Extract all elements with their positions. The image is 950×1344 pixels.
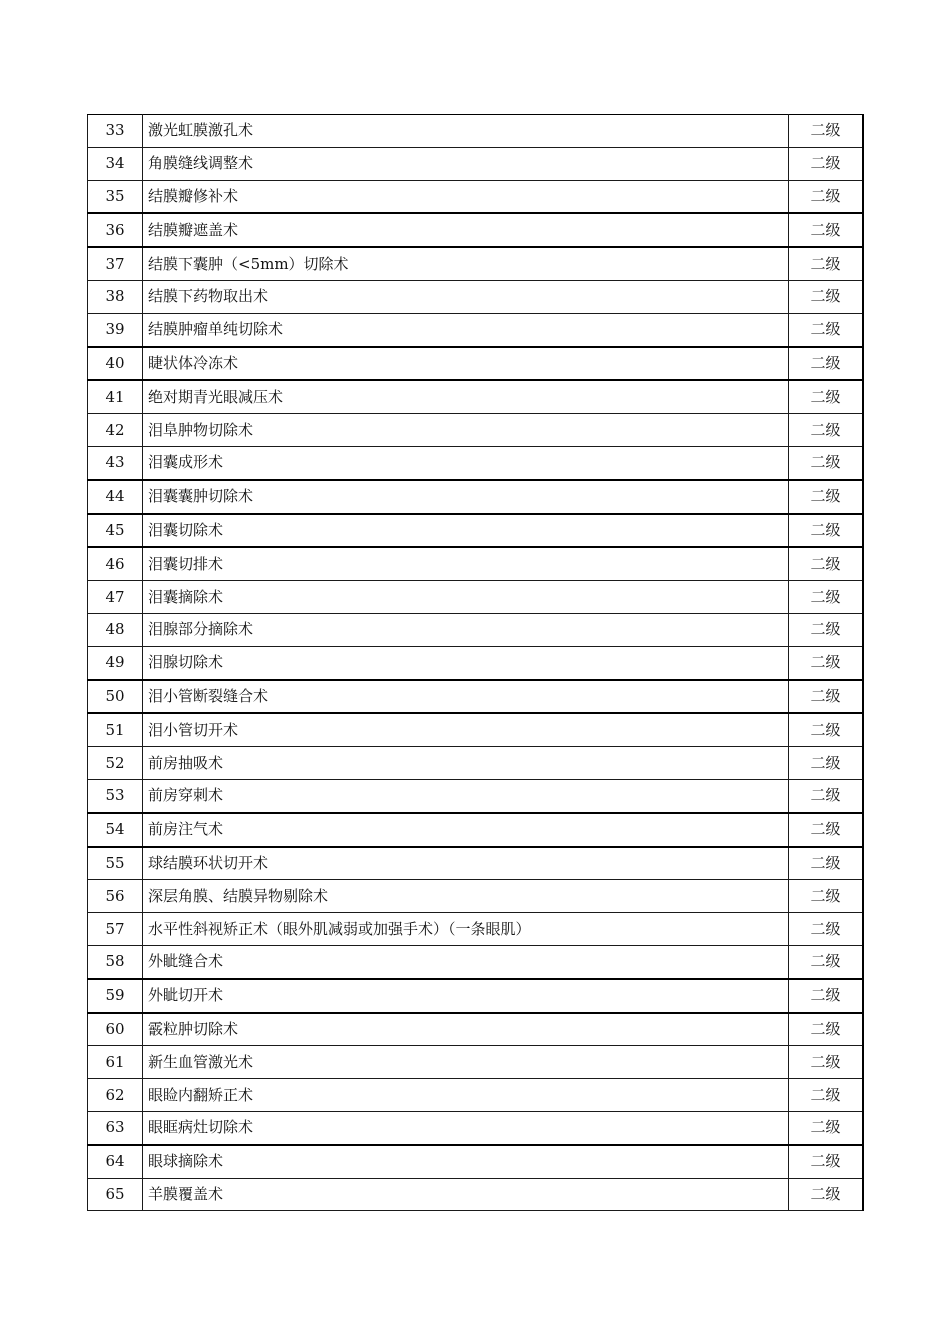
row-number: 38: [88, 280, 143, 313]
row-number: 41: [88, 380, 143, 413]
procedure-name: 水平性斜视矫正术（眼外肌减弱或加强手术）（一条眼肌）: [143, 913, 789, 946]
row-number: 62: [88, 1079, 143, 1112]
procedure-name: 外眦切开术: [143, 979, 789, 1013]
procedure-name: 球结膜环状切开术: [143, 847, 789, 880]
procedure-name: 结膜肿瘤单纯切除术: [143, 313, 789, 346]
procedure-level: 二级: [789, 313, 864, 346]
row-number: 55: [88, 847, 143, 880]
procedure-name: 泪腺切除术: [143, 646, 789, 679]
row-number: 60: [88, 1013, 143, 1046]
table-row: [88, 1079, 864, 1112]
table-row: [88, 147, 864, 180]
row-number: 44: [88, 480, 143, 514]
procedure-level: 二级: [789, 613, 864, 646]
procedure-name: 泪囊切除术: [143, 514, 789, 548]
row-number: 58: [88, 945, 143, 978]
row-number: 49: [88, 646, 143, 679]
row-number: 40: [88, 347, 143, 381]
row-number: 53: [88, 779, 143, 812]
procedure-level: 二级: [789, 115, 864, 148]
table-row: [88, 713, 864, 746]
procedure-name: 泪小管断裂缝合术: [143, 680, 789, 714]
procedure-level: 二级: [789, 480, 864, 514]
table-row: [88, 680, 864, 714]
procedure-name: 眼眶病灶切除术: [143, 1111, 789, 1144]
row-number: 34: [88, 147, 143, 180]
procedure-name: 前房抽吸术: [143, 747, 789, 780]
table-row: [88, 115, 864, 148]
table-row: [88, 347, 864, 381]
table-row: [88, 646, 864, 679]
procedure-name: 泪囊摘除术: [143, 581, 789, 614]
procedure-level: 二级: [789, 414, 864, 447]
procedure-level: 二级: [789, 847, 864, 880]
procedure-level: 二级: [789, 1145, 864, 1178]
procedure-name: 结膜下药物取出术: [143, 280, 789, 313]
procedure-name: 泪腺部分摘除术: [143, 613, 789, 646]
procedure-level: 二级: [789, 380, 864, 413]
row-number: 51: [88, 713, 143, 746]
procedure-name: 激光虹膜激孔术: [143, 115, 789, 148]
table-row: [88, 1013, 864, 1046]
procedure-level: 二级: [789, 813, 864, 847]
procedure-name: 结膜瓣修补术: [143, 180, 789, 213]
table-row: [88, 380, 864, 413]
procedure-level: 二级: [789, 713, 864, 746]
procedure-level: 二级: [789, 213, 864, 247]
procedure-table-body: [88, 115, 864, 1211]
table-row: [88, 480, 864, 514]
row-number: 64: [88, 1145, 143, 1178]
procedure-name: 前房注气术: [143, 813, 789, 847]
table-row: [88, 280, 864, 313]
procedure-level: 二级: [789, 913, 864, 946]
procedure-name: 羊膜覆盖术: [143, 1178, 789, 1211]
row-number: 37: [88, 247, 143, 280]
procedure-level: 二级: [789, 1178, 864, 1211]
row-number: 45: [88, 514, 143, 548]
procedure-level: 二级: [789, 347, 864, 381]
procedure-level: 二级: [789, 280, 864, 313]
procedure-table: [87, 114, 864, 1211]
procedure-name: 新生血管激光术: [143, 1046, 789, 1079]
procedure-name: 结膜瓣遮盖术: [143, 213, 789, 247]
table-row: [88, 779, 864, 812]
table-row: [88, 979, 864, 1013]
row-number: 48: [88, 613, 143, 646]
procedure-level: 二级: [789, 945, 864, 978]
procedure-name: 绝对期青光眼减压术: [143, 380, 789, 413]
table-row: [88, 1111, 864, 1144]
procedure-level: 二级: [789, 979, 864, 1013]
procedure-name: 泪阜肿物切除术: [143, 414, 789, 447]
row-number: 42: [88, 414, 143, 447]
row-number: 61: [88, 1046, 143, 1079]
procedure-level: 二级: [789, 147, 864, 180]
procedure-name: 外眦缝合术: [143, 945, 789, 978]
table-row: [88, 813, 864, 847]
procedure-name: 前房穿刺术: [143, 779, 789, 812]
table-row: [88, 313, 864, 346]
procedure-level: 二级: [789, 247, 864, 280]
procedure-level: 二级: [789, 1111, 864, 1144]
procedure-level: 二级: [789, 1079, 864, 1112]
table-row: [88, 514, 864, 548]
row-number: 36: [88, 213, 143, 247]
table-row: [88, 213, 864, 247]
procedure-level: 二级: [789, 646, 864, 679]
row-number: 43: [88, 446, 143, 479]
procedure-name: 眼睑内翻矫正术: [143, 1079, 789, 1112]
table-row: [88, 880, 864, 913]
row-number: 59: [88, 979, 143, 1013]
row-number: 65: [88, 1178, 143, 1211]
table-row: [88, 1145, 864, 1178]
procedure-name: 角膜缝线调整术: [143, 147, 789, 180]
row-number: 56: [88, 880, 143, 913]
row-number: 35: [88, 180, 143, 213]
procedure-level: 二级: [789, 880, 864, 913]
procedure-level: 二级: [789, 779, 864, 812]
row-number: 46: [88, 547, 143, 580]
table-row: [88, 1046, 864, 1079]
row-number: 54: [88, 813, 143, 847]
table-row: [88, 414, 864, 447]
table-row: [88, 180, 864, 213]
table-row: [88, 247, 864, 280]
procedure-level: 二级: [789, 680, 864, 714]
table-row: [88, 847, 864, 880]
row-number: 50: [88, 680, 143, 714]
procedure-name: 泪囊切排术: [143, 547, 789, 580]
procedure-level: 二级: [789, 581, 864, 614]
table-row: [88, 1178, 864, 1211]
table-row: [88, 747, 864, 780]
row-number: 47: [88, 581, 143, 614]
procedure-name: 深层角膜、结膜异物剔除术: [143, 880, 789, 913]
row-number: 39: [88, 313, 143, 346]
procedure-name: 泪囊囊肿切除术: [143, 480, 789, 514]
table-row: [88, 581, 864, 614]
row-number: 52: [88, 747, 143, 780]
table-row: [88, 446, 864, 479]
row-number: 57: [88, 913, 143, 946]
procedure-level: 二级: [789, 547, 864, 580]
table-row: [88, 945, 864, 978]
procedure-name: 睫状体冷冻术: [143, 347, 789, 381]
procedure-name: 眼球摘除术: [143, 1145, 789, 1178]
procedure-level: 二级: [789, 1046, 864, 1079]
procedure-name: 结膜下囊肿（<5mm）切除术: [143, 247, 789, 280]
procedure-name: 泪小管切开术: [143, 713, 789, 746]
row-number: 63: [88, 1111, 143, 1144]
table-row: [88, 913, 864, 946]
procedure-level: 二级: [789, 514, 864, 548]
procedure-level: 二级: [789, 180, 864, 213]
table-row: [88, 613, 864, 646]
procedure-name: 霰粒肿切除术: [143, 1013, 789, 1046]
procedure-level: 二级: [789, 1013, 864, 1046]
procedure-level: 二级: [789, 747, 864, 780]
procedure-level: 二级: [789, 446, 864, 479]
procedure-name: 泪囊成形术: [143, 446, 789, 479]
row-number: 33: [88, 115, 143, 148]
table-row: [88, 547, 864, 580]
